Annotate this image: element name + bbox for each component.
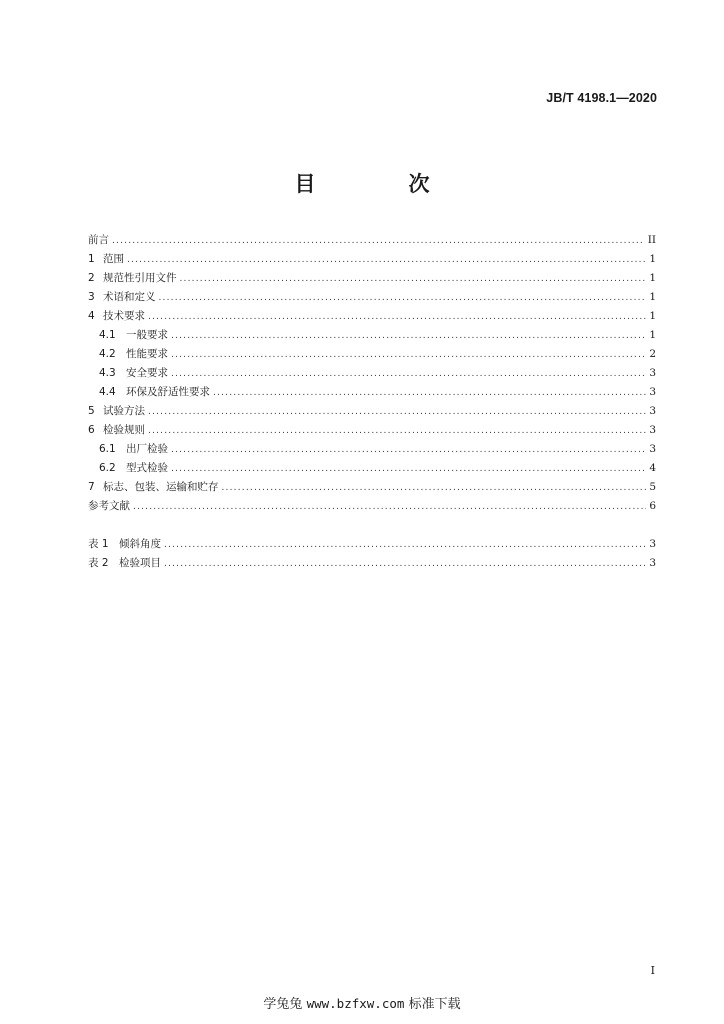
toc-entry-page: 4 xyxy=(649,462,656,474)
toc-entry-page: 1 xyxy=(649,253,656,265)
toc-entry-number: 4.3 xyxy=(99,367,116,379)
toc-entry-number: 1 xyxy=(88,253,95,265)
toc-entry-number: 6 xyxy=(88,424,95,436)
table-entry-page: 3 xyxy=(649,538,656,550)
toc-entry-page: 1 xyxy=(649,291,656,303)
toc-entry-performance-requirements[interactable] xyxy=(88,345,656,364)
toc-entry-safety-requirements[interactable] xyxy=(88,364,656,383)
toc-entry-label: 安全要求 xyxy=(126,367,168,379)
toc-entry-label: 型式检验 xyxy=(126,462,168,474)
toc-entry-label: 标志、包装、运输和贮存 xyxy=(103,481,219,493)
toc-entry-label: 范围 xyxy=(103,253,124,265)
toc-entry-page: 6 xyxy=(649,500,656,512)
toc-entry-label: 一般要求 xyxy=(126,329,168,341)
toc-entry-scope[interactable] xyxy=(88,250,656,269)
toc-entry-label: 前言 xyxy=(88,234,109,246)
page-number: I xyxy=(650,964,655,977)
toc-entry-number: 2 xyxy=(88,272,95,284)
dot-leader xyxy=(171,346,646,365)
watermark-url[interactable]: www.bzfxw.com xyxy=(306,996,405,1011)
toc-entry-number: 4 xyxy=(88,310,95,322)
toc-entry-page: 3 xyxy=(649,405,656,417)
dot-leader xyxy=(171,327,646,346)
table-of-contents xyxy=(88,231,656,516)
toc-entry-page: 5 xyxy=(649,481,656,493)
toc-entry-label: 规范性引用文件 xyxy=(103,272,177,284)
dot-leader xyxy=(171,441,646,460)
watermark-tail: 标准下载 xyxy=(408,997,461,1012)
document-code: JB/T 4198.1—2020 xyxy=(546,91,657,105)
toc-entry-number: 4.1 xyxy=(99,329,116,341)
dot-leader xyxy=(159,289,647,308)
toc-entry-page: 1 xyxy=(649,272,656,284)
toc-entry-label: 技术要求 xyxy=(103,310,145,322)
toc-entry-page: II xyxy=(647,234,656,246)
toc-entry-normative-references[interactable] xyxy=(88,269,656,288)
toc-entry-page: 3 xyxy=(649,443,656,455)
table-entry-tilt-angle[interactable] xyxy=(88,535,656,554)
toc-entry-label: 参考文献 xyxy=(88,500,130,512)
toc-entry-page: 3 xyxy=(649,367,656,379)
toc-entry-factory-inspection[interactable] xyxy=(88,440,656,459)
toc-entry-label: 性能要求 xyxy=(126,348,168,360)
toc-entry-page: 3 xyxy=(649,424,656,436)
toc-entry-label: 术语和定义 xyxy=(103,291,156,303)
dot-leader xyxy=(213,384,646,403)
table-entry-inspection-items[interactable] xyxy=(88,554,656,573)
toc-entry-page: 1 xyxy=(649,329,656,341)
toc-entry-label: 试验方法 xyxy=(103,405,145,417)
dot-leader xyxy=(148,403,646,422)
toc-entry-number: 4.4 xyxy=(99,386,116,398)
toc-entry-number: 4.2 xyxy=(99,348,116,360)
dot-leader xyxy=(164,555,646,574)
toc-entry-marking-packaging[interactable] xyxy=(88,478,656,497)
toc-entry-environment-comfort[interactable] xyxy=(88,383,656,402)
dot-leader xyxy=(164,536,646,555)
toc-entry-foreword[interactable] xyxy=(88,231,656,250)
dot-leader xyxy=(171,365,646,384)
toc-entry-inspection-rules[interactable] xyxy=(88,421,656,440)
toc-entry-page: 1 xyxy=(649,310,656,322)
dot-leader xyxy=(112,232,645,251)
dot-leader xyxy=(148,308,646,327)
toc-entry-terms-definitions[interactable] xyxy=(88,288,656,307)
toc-entry-page: 2 xyxy=(649,348,656,360)
dot-leader xyxy=(171,460,646,479)
toc-entry-test-methods[interactable] xyxy=(88,402,656,421)
toc-entry-number: 6.2 xyxy=(99,462,116,474)
dot-leader xyxy=(127,251,646,270)
toc-entry-label: 出厂检验 xyxy=(126,443,168,455)
table-entry-label: 检验项目 xyxy=(119,557,161,569)
dot-leader xyxy=(133,498,646,517)
dot-leader xyxy=(180,270,647,289)
table-entry-number: 表 1 xyxy=(88,538,109,550)
toc-entry-label: 检验规则 xyxy=(103,424,145,436)
toc-entry-technical-requirements[interactable] xyxy=(88,307,656,326)
toc-entry-bibliography[interactable] xyxy=(88,497,656,516)
toc-entry-number: 6.1 xyxy=(99,443,116,455)
toc-entry-number: 5 xyxy=(88,405,95,417)
watermark xyxy=(0,993,724,1012)
table-entry-page: 3 xyxy=(649,557,656,569)
table-entry-number: 表 2 xyxy=(88,557,109,569)
watermark-name: 学兔兔 xyxy=(263,997,303,1012)
dot-leader xyxy=(148,422,646,441)
toc-entry-number: 7 xyxy=(88,481,95,493)
list-of-tables xyxy=(88,535,656,573)
dot-leader xyxy=(222,479,647,498)
page-title: 目 次 xyxy=(294,172,466,196)
table-entry-label: 倾斜角度 xyxy=(119,538,161,550)
toc-entry-general-requirements[interactable] xyxy=(88,326,656,345)
toc-entry-page: 3 xyxy=(649,386,656,398)
toc-entry-type-inspection[interactable] xyxy=(88,459,656,478)
toc-entry-number: 3 xyxy=(88,291,95,303)
toc-entry-label: 环保及舒适性要求 xyxy=(126,386,210,398)
